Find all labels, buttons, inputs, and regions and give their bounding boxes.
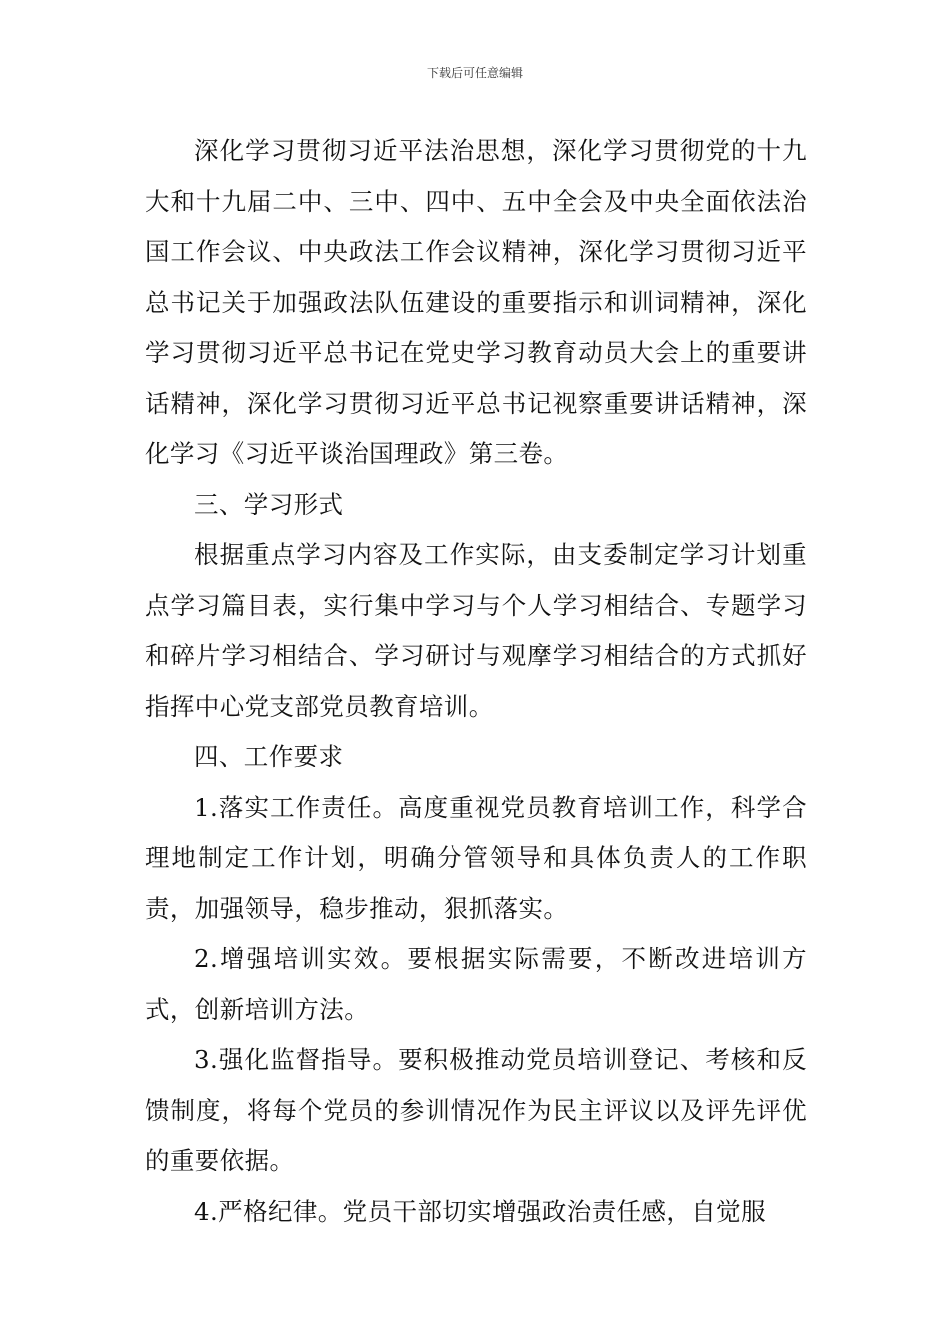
heading-study-form: 三、学习形式 xyxy=(194,489,344,519)
page-header-note: 下载后可任意编辑 xyxy=(426,66,523,80)
paragraph-requirement-4: 4.严格纪律。党员干部切实增强政治责任感，自觉服 xyxy=(194,1196,766,1226)
paragraph-requirement-1: 1.落实工作责任。高度重视党员教育培训工作，科学合理地制定工作计划，明确分管领导和具体负责人的工作职责，加强领导，稳步推动，狠抓落实。 xyxy=(145,792,807,923)
document-body xyxy=(145,126,807,1237)
paragraph-study-form: 根据重点学习内容及工作实际，由支委制定学习计划重点学习篇目表，实行集中学习与个人学习相结合、专题学习和碎片学习相结合、学习研讨与观摩学习相结合的方式抓好指挥中心党支部党员教育培训。 xyxy=(145,540,807,721)
paragraph-study-content: 深化学习贯彻习近平法治思想，深化学习贯彻党的十九大和十九届二中、三中、四中、五中全会及中央全面依法治国工作会议、中央政法工作会议精神，深化学习贯彻习近平总书记关于加强政法队伍建设的重要指示和训词精神，深化学习贯彻习近平总书记在党史学习教育动员大会上的重要讲话精神，深化学习贯彻习近平总书记视察重要讲话精神，深化学习《习近平谈治国理政》第三卷。 xyxy=(145,136,807,468)
paragraph-requirement-3: 3.强化监督指导。要积极推动党员培训登记、考核和反馈制度，将每个党员的参训情况作为民主评议以及评先评优的重要依据。 xyxy=(145,1045,807,1175)
paragraph-requirement-2: 2.增强培训实效。要根据实际需要，不断改进培训方式，创新培训方法。 xyxy=(145,944,807,1024)
heading-work-requirements: 四、工作要求 xyxy=(194,742,344,771)
